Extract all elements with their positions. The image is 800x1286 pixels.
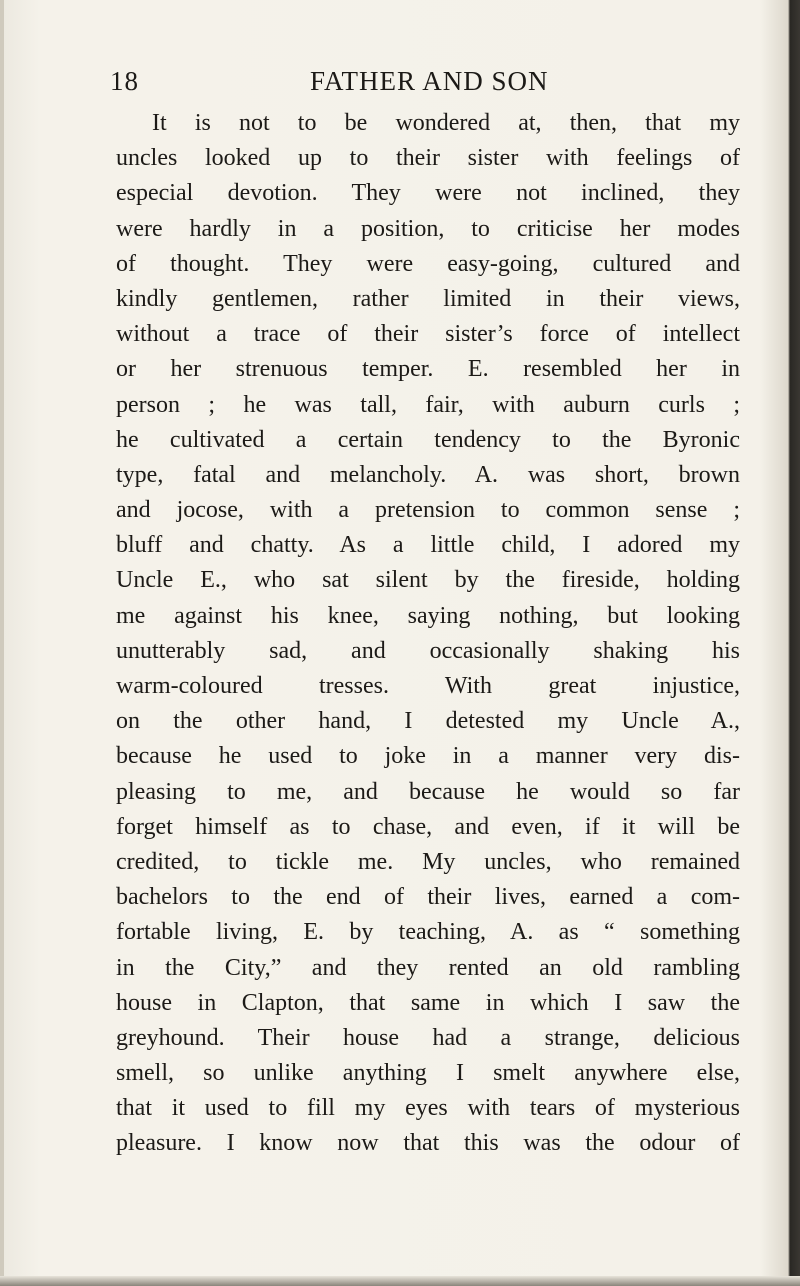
text-line: smell, so unlike anything I smelt anywhere else, [116, 1060, 740, 1087]
text-line: type, fatal and melancholy. A. was short, brown [116, 461, 740, 488]
text-line: uncles looked up to their sister with feelings of [116, 145, 740, 172]
text-line: pleasing to me, and because he would so far [116, 778, 740, 805]
text-line: forget himself as to chase, and even, if it will be [116, 813, 740, 840]
running-head: FATHER AND SON [310, 66, 549, 96]
text-line: of thought. They were easy-going, cultured and [116, 250, 740, 277]
text-line: It is not to be wondered at, then, that my [152, 110, 740, 136]
text-line: Uncle E., who sat silent by the fireside, holding [116, 567, 740, 594]
text-line: fortable living, E. by teaching, A. as “ something [116, 919, 740, 946]
text-line: bachelors to the end of their lives, earned a com- [116, 884, 740, 911]
text-line: without a trace of their sister’s force of intellect [116, 321, 740, 348]
text-line: or her strenuous temper. E. resembled her in [116, 356, 740, 383]
text-line: that it used to fill my eyes with tears of mysterious [116, 1095, 740, 1122]
text-line: he cultivated a certain tendency to the Byronic [116, 426, 740, 453]
text-line: bluff and chatty. As a little child, I adored my [116, 532, 740, 559]
text-line: unutterably sad, and occasionally shaking his [116, 637, 740, 664]
text-line: warm-coloured tresses. With great injustice, [116, 673, 740, 699]
text-line: in the City,” and they rented an old rambling [116, 954, 740, 981]
text-line: because he used to joke in a manner very dis- [116, 743, 740, 770]
body-text [116, 106, 740, 1162]
text-line: on the other hand, I detested my Uncle A., [116, 708, 740, 735]
text-line: pleasure. I know now that this was the odour of [116, 1130, 740, 1157]
text-line: greyhound. Their house had a strange, delicious [116, 1024, 740, 1051]
page-number: 18 [110, 66, 139, 96]
text-line: especial devotion. They were not inclined, they [116, 180, 740, 207]
page-header [110, 66, 710, 106]
text-line: house in Clapton, that same in which I saw the [116, 989, 740, 1016]
text-line: and jocose, with a pretension to common sense ; [116, 497, 740, 524]
text-line: person ; he was tall, fair, with auburn curls ; [116, 391, 740, 418]
text-line: me against his knee, saying nothing, but looking [116, 602, 740, 629]
text-line: kindly gentlemen, rather limited in their views, [116, 285, 740, 312]
text-line: were hardly in a position, to criticise her modes [116, 215, 740, 242]
text-line: credited, to tickle me. My uncles, who remained [116, 848, 740, 875]
page-left-edge [0, 0, 4, 1286]
page-bottom-edge [0, 1276, 800, 1286]
